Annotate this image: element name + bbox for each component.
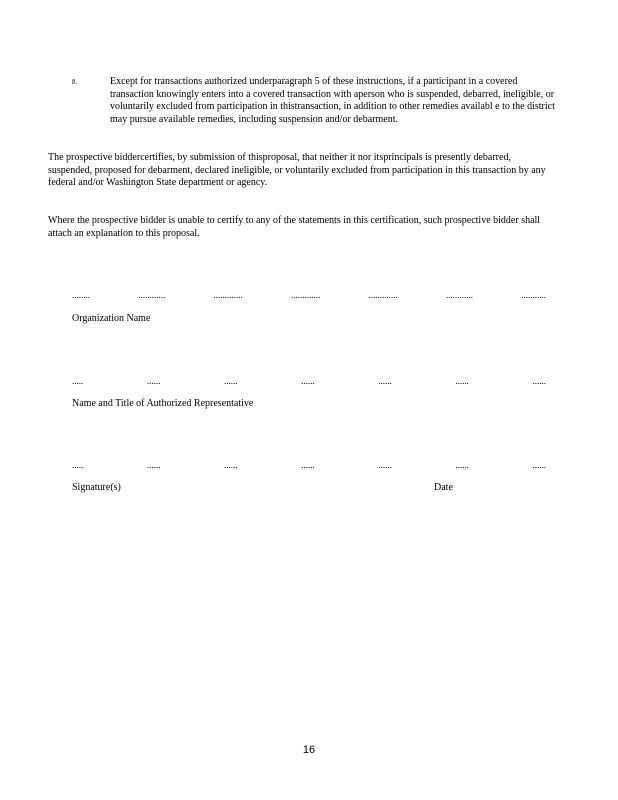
dot-leader: ...... <box>378 460 392 470</box>
signature-label: Signature(s) <box>72 482 121 493</box>
dot-leader: ...... <box>146 376 161 386</box>
dot-leader: ............. <box>368 290 398 300</box>
dot-leader: ........ <box>72 290 90 300</box>
page-number: 16 <box>302 744 316 756</box>
dot-leader: ..... <box>72 460 84 470</box>
dot-leader: ...... <box>532 376 546 386</box>
dot-leader: ...... <box>532 460 546 470</box>
dot-leader: ............. <box>291 290 321 300</box>
dot-leader: ...... <box>301 460 315 470</box>
dot-leader: ...... <box>301 376 315 386</box>
signature-line <box>72 460 546 470</box>
dot-leader: ...... <box>455 460 469 470</box>
dot-leader: ...... <box>146 460 161 470</box>
dot-leader: ...... <box>455 376 469 386</box>
dot-leader: ............ <box>446 290 473 300</box>
organization-name-line <box>72 290 546 300</box>
representative-label: Name and Title of Authorized Representative <box>72 398 254 409</box>
list-item-number: 8. <box>72 78 78 86</box>
dot-leader: ...... <box>224 460 238 470</box>
dot-leader: ........... <box>521 290 546 300</box>
dot-leader: ..... <box>72 376 84 386</box>
dot-leader: ............ <box>138 290 166 300</box>
dot-leader: ...... <box>224 376 238 386</box>
certification-paragraph: The prospective biddercertifies, by submission of thisproposal, that neither it nor itsprincipals is presently debarred, suspended, proposed for debarment, declared ineligible, or voluntarily excluded from participation in this transaction by any federal and/or Washington State department or agency. <box>48 152 546 189</box>
date-label: Date <box>434 482 453 493</box>
explanation-paragraph: Where the prospective bidder is unable to certify to any of the statements in this certification, such prospective bidder shall attach an explanation to this proposal. <box>48 215 541 239</box>
dot-leader: ...... <box>378 376 392 386</box>
dot-leader: ............. <box>213 290 243 300</box>
organization-name-label: Organization Name <box>72 313 151 324</box>
representative-line <box>72 376 546 386</box>
list-item-text: Except for transactions authorized underparagraph 5 of these instructions, if a participant in a covered transaction knowingly enters into a covered transaction with aperson who is suspended, debarred, ineligible, or voluntarily excluded from participation in thistransaction, in addition to other remedies availabl e to the district may pursue available remedies, including suspension and/or debarment. <box>110 76 555 125</box>
